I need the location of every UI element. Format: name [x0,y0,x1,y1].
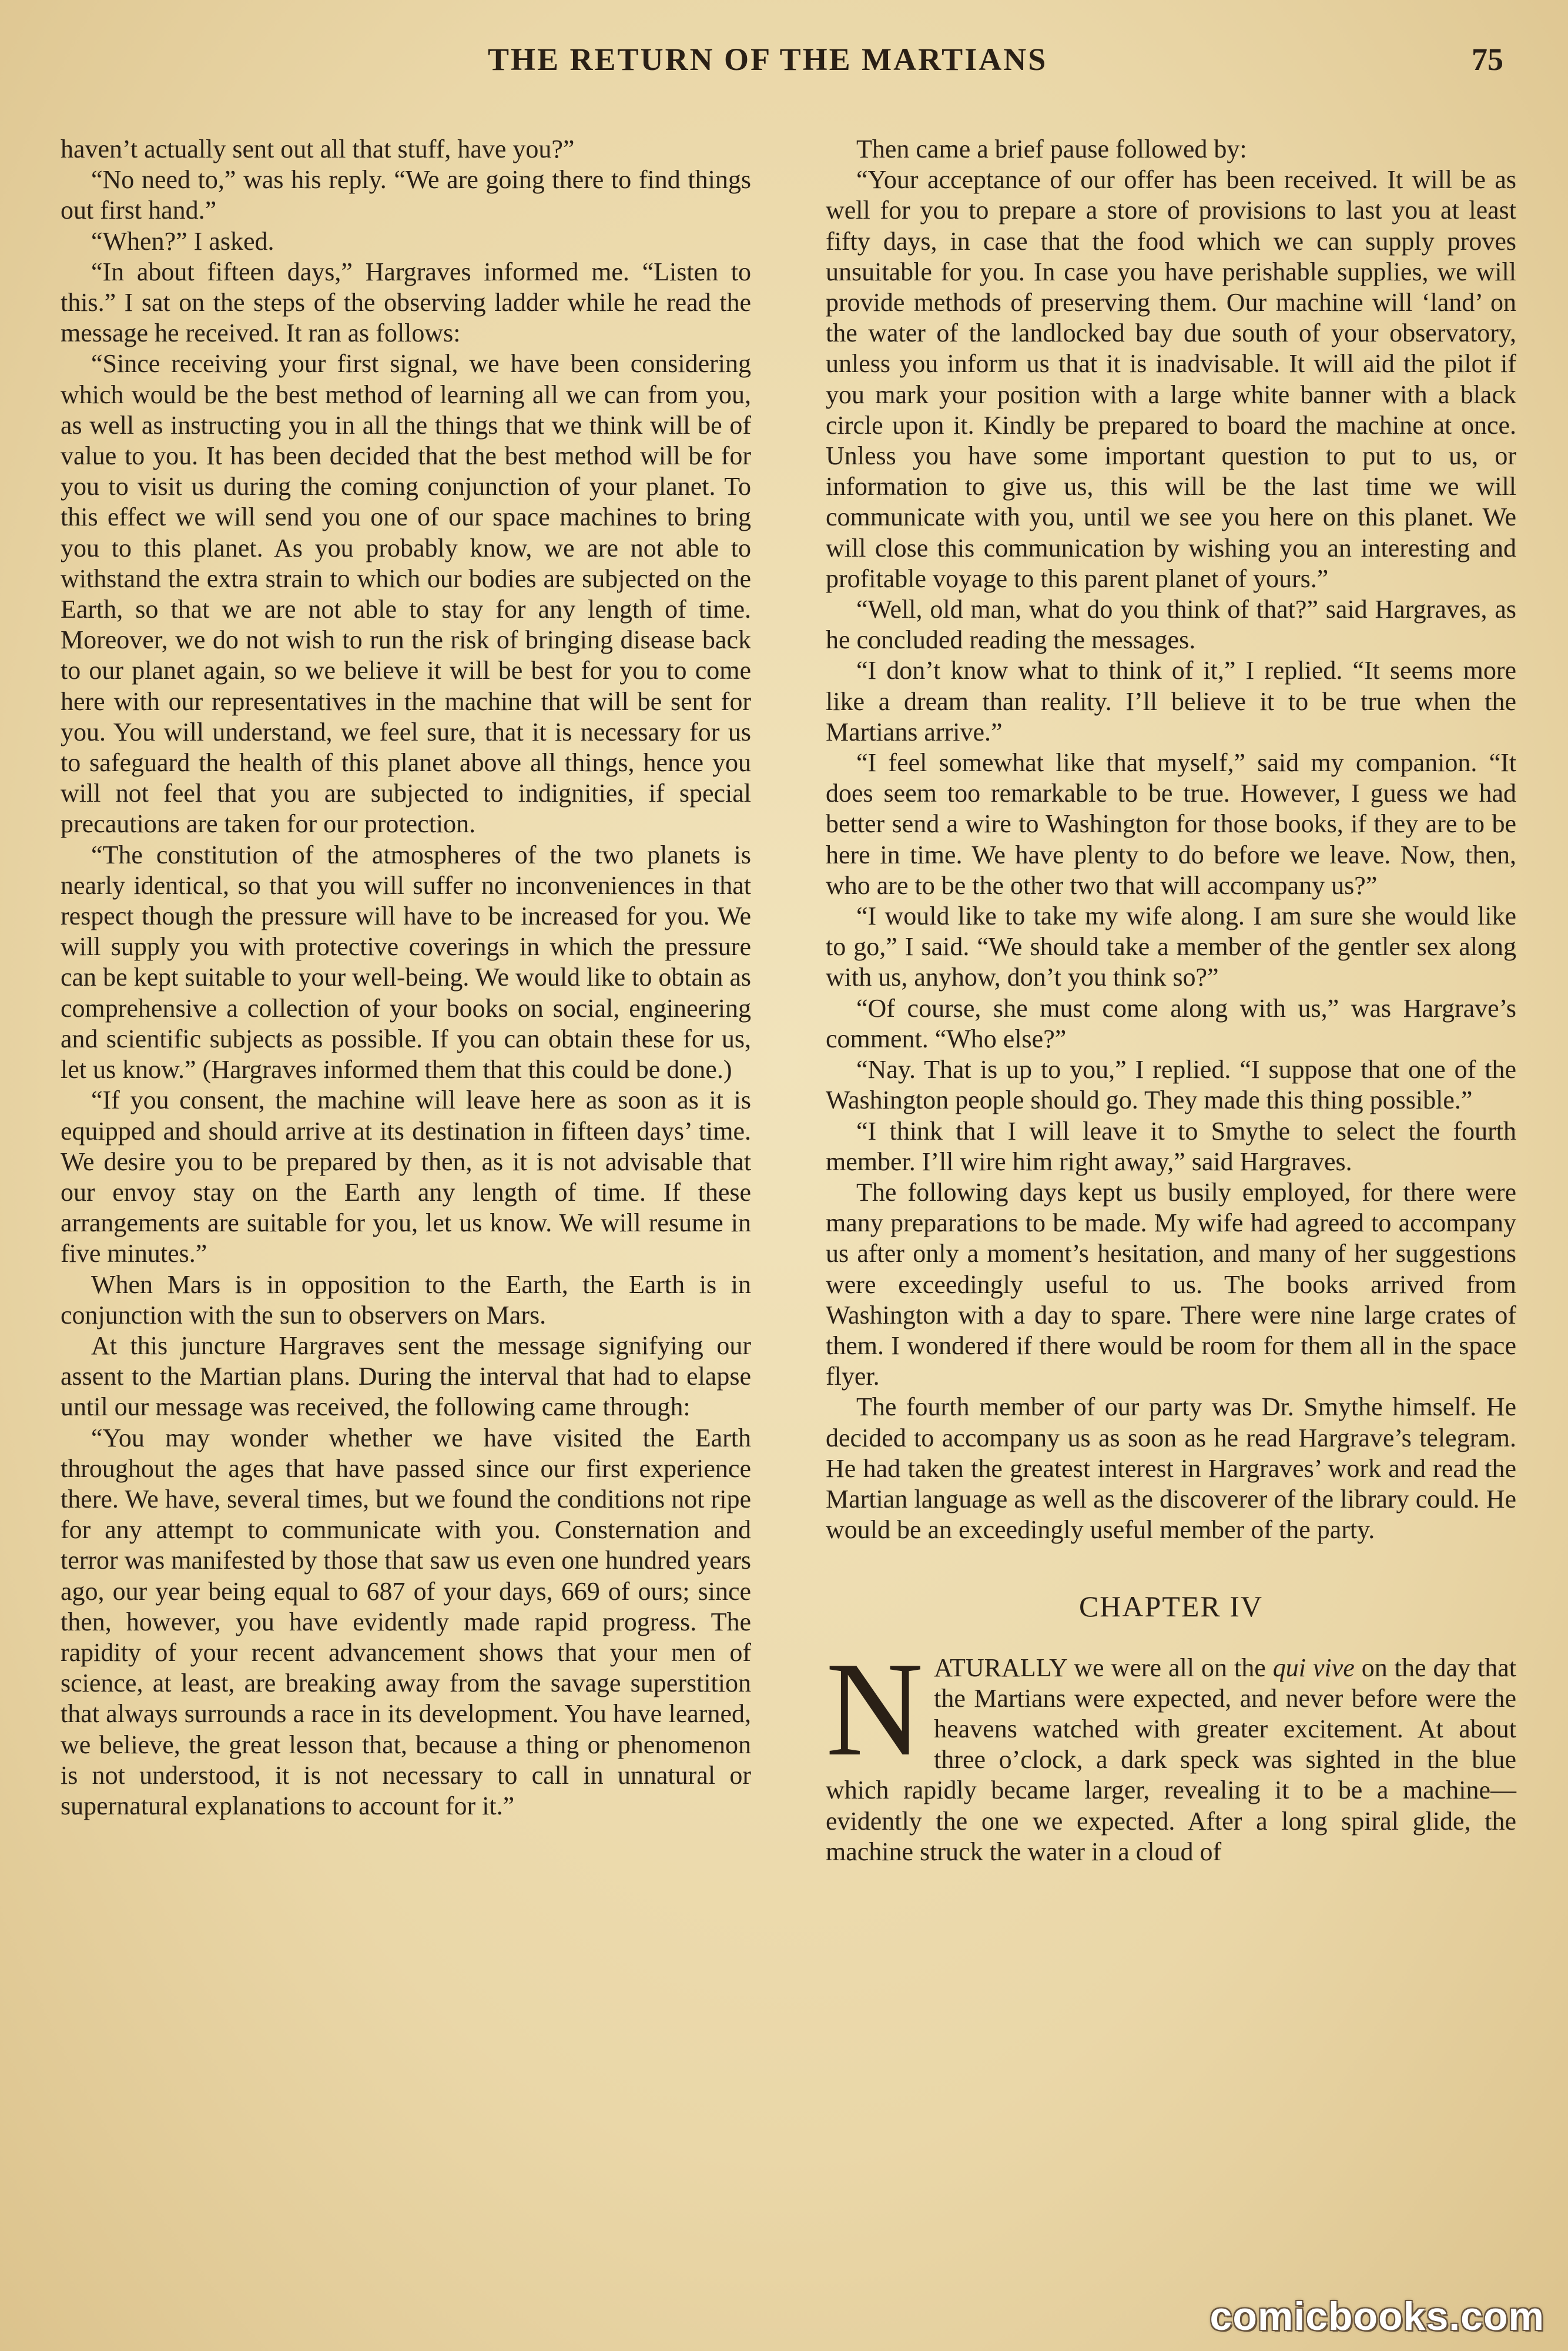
paragraph: “Of course, she must come along with us,” was Hargrave’s comment. “Who else?” [826,993,1516,1053]
opening-text-rest: on the day that the Martians were expected, and never before were the heavens watched with greater excitement. At about three o’clock, a dark speck was sighted in the blue which rapidly became larger, revealing it to be a machine—evidently the one we expected. After a long spiral glide, the machine struck the water in a cloud of [826,1653,1516,1866]
paragraph: haven’t actually sent out all that stuff, have you?” [61,135,575,163]
paragraph: Then came a brief pause followed by: [856,135,1247,163]
paragraph: “Well, old man, what do you think of that?” said Hargraves, as he concluded reading the messages. [826,595,1516,655]
paragraph: “I think that I will leave it to Smythe to select the fourth member. I’ll wire him right away,” said Hargraves. [826,1116,1516,1176]
paragraph: “No need to,” was his reply. “We are going there to find things out first hand.” [61,165,751,225]
left-column [61,134,751,1821]
paragraph: When Mars is in opposition to the Earth, the Earth is in conjunction with the sun to observers on Mars. [61,1270,751,1329]
running-title: THE RETURN OF THE MARTIANS [488,42,1048,77]
page-header [0,41,1568,100]
paragraph: “Nay. That is up to you,” I replied. “I suppose that one of the Washington people should go. They made this thing possible.” [826,1055,1516,1115]
paragraph: “The constitution of the atmospheres of the two planets is nearly identical, so that you will suffer no inconveniences in that respect though the pressure will have to be increased for you. We will supply you with protective coverings in which the pressure can be kept suitable to your well-being. We would like to obtain as comprehensive a collection of your books on social, engineering and scientific subjects as possible. If you can obtain these for us, let us know.” (Hargraves informed them that this could be done.) [61,840,751,1084]
paragraph: “If you consent, the machine will leave here as soon as it is equipped and should arrive at its destination in fifteen days’ time. We desire you to be prepared by then, as it is not advisable that our envoy stay on the Earth any length of time. If these arrangements are suitable for you, let us know. We will resume in five minutes.” [61,1086,751,1268]
paragraph: “I don’t know what to think of it,” I replied. “It seems more like a dream than reality. I’ll believe it to be true when the Martians arrive.” [826,656,1516,746]
paragraph: At this juncture Hargraves sent the message signifying our assent to the Martian plans. During the interval that had to elapse until our message was received, the following came through: [61,1331,751,1422]
paragraph: “I would like to take my wife along. I am sure she would like to go,” I said. “We should take a member of the gentler sex along with us, anyhow, don’t you think so?” [826,902,1516,992]
paragraph: “When?” I asked. [91,226,274,256]
opening-text-start: ATURALLY we were all on the [934,1653,1273,1682]
drop-cap: N [826,1633,924,1784]
paragraph: The following days kept us busily employed, for there were many preparations to be made. My wife had agreed to accompany us after only a moment’s hesitation, and many of her suggestions were exceedingly useful to us. The books arrived from Washington with a day to spare. There were nine large crates of them. I wondered if there would be room for them all in the space flyer. [826,1177,1516,1391]
paragraph: The fourth member of our party was Dr. Smythe himself. He decided to accompany us as soon as he read Hargrave’s telegram. He had taken the greatest interest in Hargraves’ work and read the Martian language as well as the discoverer of the library could. He would be an exceedingly useful member of the party. [826,1392,1516,1545]
paragraph: “Your acceptance of our offer has been received. It will be as well for you to prepare a store of provisions to last you at least fifty days, in case that the food which we can supply proves unsuitable for you. In case you have perishable supplies, we will provide methods of preserving them. Our machine will ‘land’ on the water of the landlocked bay due south of your observatory, unless you inform us that it is inadvisable. It will aid the pilot if you mark your position with a large white banner with a black circle upon it. Kindly be prepared to board the machine at once. Unless you have some important question to put to us, or information to give us, this will be the last time we will communicate with you, until we see you here on this planet. We will close this communication by wishing you an interesting and profitable voyage to this parent planet of yours.” [826,165,1516,593]
paragraph: “Since receiving your first signal, we have been considering which would be the best method of learning all we can from you, as well as instructing you in all the things that we think will be of value to you. It has been decided that the best method will be for you to visit us during the coming conjunction of your planet. To this effect we will send you one of our space machines to bring you to this planet. As you probably know, we are not able to withstand the extra strain to which our bodies are subjected on the Earth, so that we are not able to stay for any length of time. Moreover, we do not wish to run the risk of bringing disease back to our planet again, so we believe it will be best for you to come here with our representatives in the machine that will be sent for you. You will understand, we feel sure, that it is necessary for us to safeguard the health of this planet above all things, hence you will not feel that you are subjected to indignities, if special precautions are taken for our protection. [61,349,751,839]
watermark-logo: comicbooks.com [1209,2294,1544,2339]
chapter-heading: CHAPTER IV [1078,1590,1264,1623]
paragraph: “I feel somewhat like that myself,” said my companion. “It does seem too remarkable to be true. However, I guess we had better send a wire to Washington for those books, if they are to be here in time. We have plenty to do before we leave. Now, then, who are to be the other two that will accompany us?” [826,748,1516,900]
page-number: 75 [1472,42,1503,77]
paragraph: “In about fifteen days,” Hargraves informed me. “Listen to this.” I sat on the steps of the observing ladder while he read the message he received. It ran as follows: [61,257,751,348]
right-column [826,134,1516,1867]
paragraph: “You may wonder whether we have visited the Earth throughout the ages that have passed since our first experience there. We have, several times, but we found the conditions not ripe for any attempt to communicate with you. Consternation and terror was manifested by those that saw us even one hundred years ago, our year being equal to 687 of your days, 669 of ours; since then, however, you have evidently made rapid progress. The rapidity of your recent advancement shows that your men of science, at least, are breaking away from the savage superstition that always surrounds a race in its development. You have learned, we believe, the great lesson that, because a thing or phenomenon is not understood, it is not necessary to call in unnatural or supernatural explanations to account for it.” [61,1423,751,1820]
opening-italic-phrase: qui vive [1272,1653,1355,1682]
chapter-opening-paragraph [826,1633,1516,1867]
